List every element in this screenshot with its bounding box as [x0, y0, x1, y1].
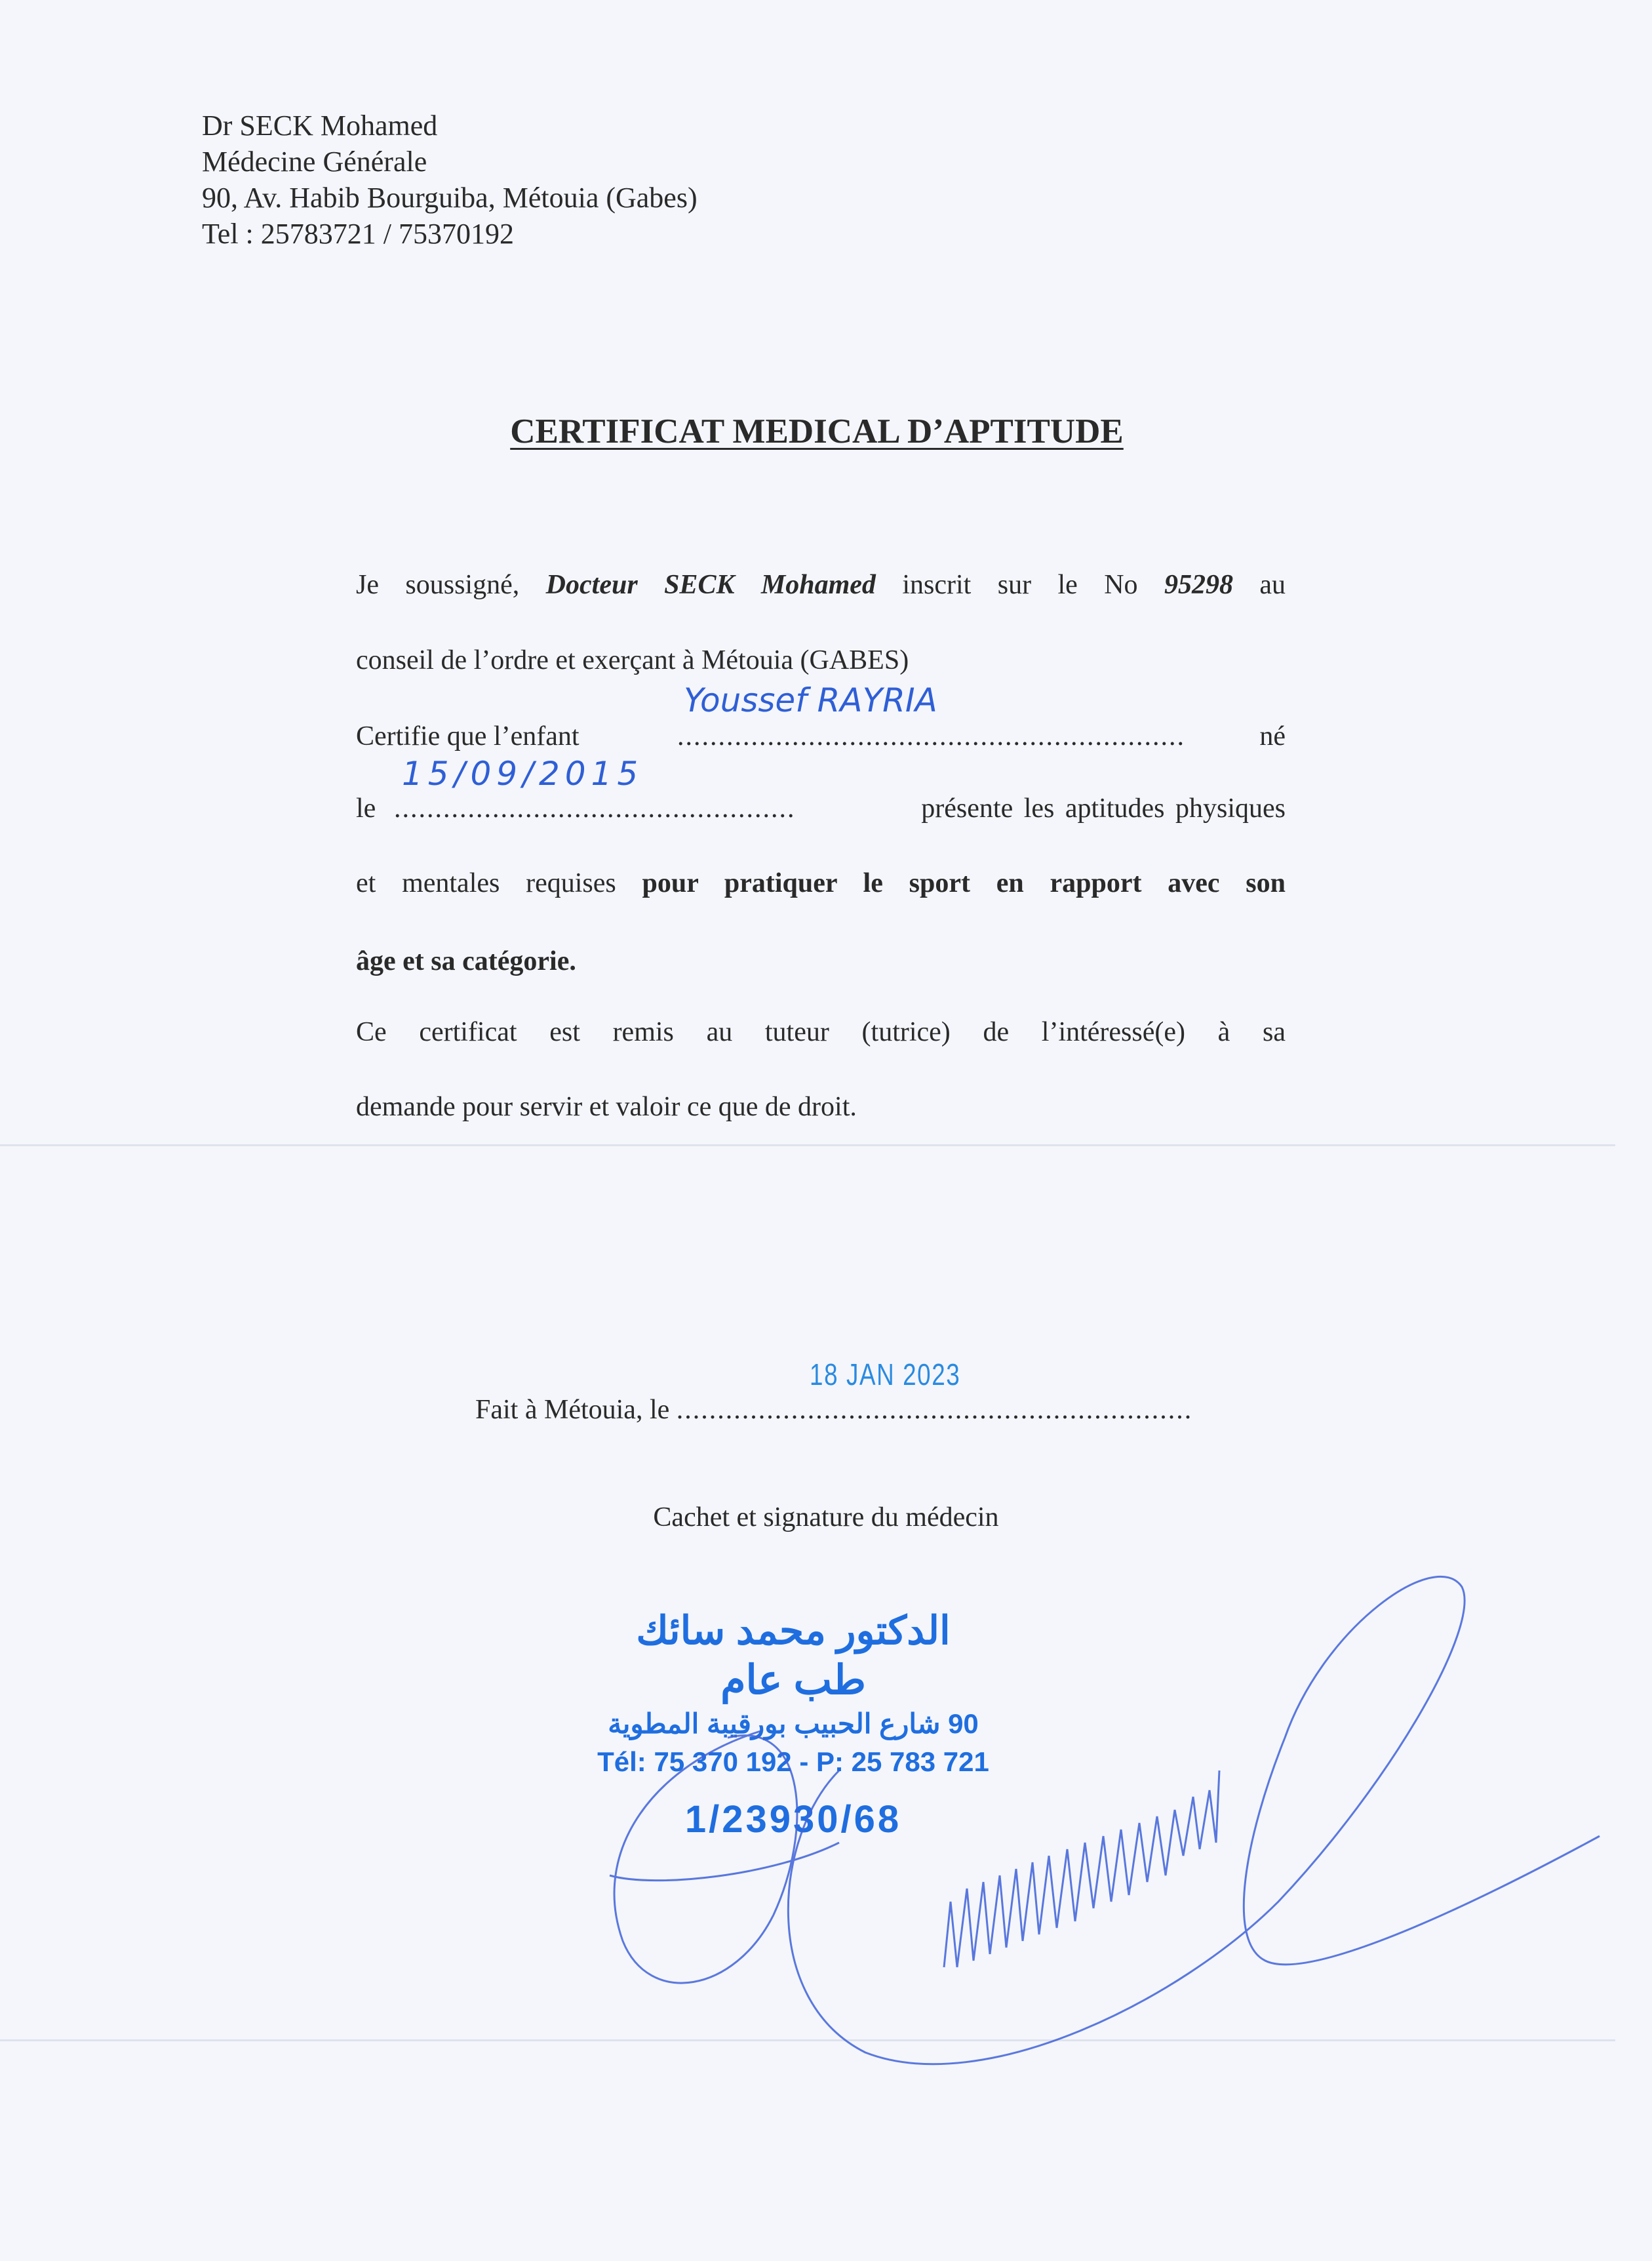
date-stamp: 18 JAN 2023 — [810, 1357, 961, 1391]
body-line-6: âge et sa catégorie. — [356, 946, 576, 976]
doctor-specialty: Médecine Générale — [202, 146, 427, 178]
signature-flourish — [788, 1576, 1600, 2064]
text: et mentales requises — [356, 868, 616, 898]
text: présente les aptitudes physiques — [921, 793, 1286, 824]
doctor-name-inline: Docteur SECK Mohamed — [545, 570, 876, 600]
fill-dots: ............................................................... — [676, 1395, 1193, 1425]
stamp-doctor-name-arabic: الدكتور محمد سائك — [636, 1609, 951, 1652]
stamp-specialty-arabic: طب عام — [720, 1658, 866, 1703]
child-name-handwritten: Youssef RAYRIA — [684, 681, 937, 719]
body-line-8: demande pour servir et valoir ce que de droit. — [356, 1092, 857, 1122]
doctor-address: 90, Av. Habib Bourguiba, Métouia (Gabes) — [202, 182, 698, 214]
document-title: CERTIFICAT MEDICAL D’APTITUDE — [510, 412, 1124, 450]
text: inscrit sur le No — [902, 570, 1138, 600]
doctor-name: Dr SECK Mohamed — [202, 110, 438, 142]
text: né — [1259, 721, 1286, 751]
text: Je soussigné, — [356, 570, 520, 600]
text-bold: pour pratiquer le sport en rapport avec son — [642, 868, 1286, 898]
signature-scribble — [944, 1771, 1219, 1967]
signature-loop — [614, 1731, 797, 1983]
place-label: Fait à Métouia, le — [475, 1395, 670, 1425]
body-line-7: Ce certificat est remis au tuteur (tutrice) de l’intéressé(e) à sa — [356, 1017, 1286, 1047]
stamp-phone: Tél: 75 370 192 - P: 25 783 721 — [597, 1746, 989, 1777]
doctor-phone: Tel : 25783721 / 75370192 — [202, 218, 515, 250]
signature-label: Cachet et signature du médecin — [653, 1502, 999, 1532]
stamp-registration: 1/23930/68 — [684, 1798, 902, 1841]
body-line-2: conseil de l’ordre et exerçant à Métouia (GABES) — [356, 645, 909, 675]
fill-dots: ................................................. — [394, 793, 796, 824]
birth-date-handwritten: 15/09/2015 — [402, 755, 644, 793]
fill-dots: .............................................................. — [677, 721, 1185, 751]
text: au — [1259, 570, 1286, 600]
text: Certifie que l’enfant — [356, 721, 580, 751]
signature-stroke — [610, 1843, 839, 1881]
registration-number: 95298 — [1164, 570, 1233, 600]
stamp-address-arabic: 90 شارع الحبيب بورقيبة المطوية — [608, 1708, 979, 1739]
text: le — [356, 793, 376, 824]
